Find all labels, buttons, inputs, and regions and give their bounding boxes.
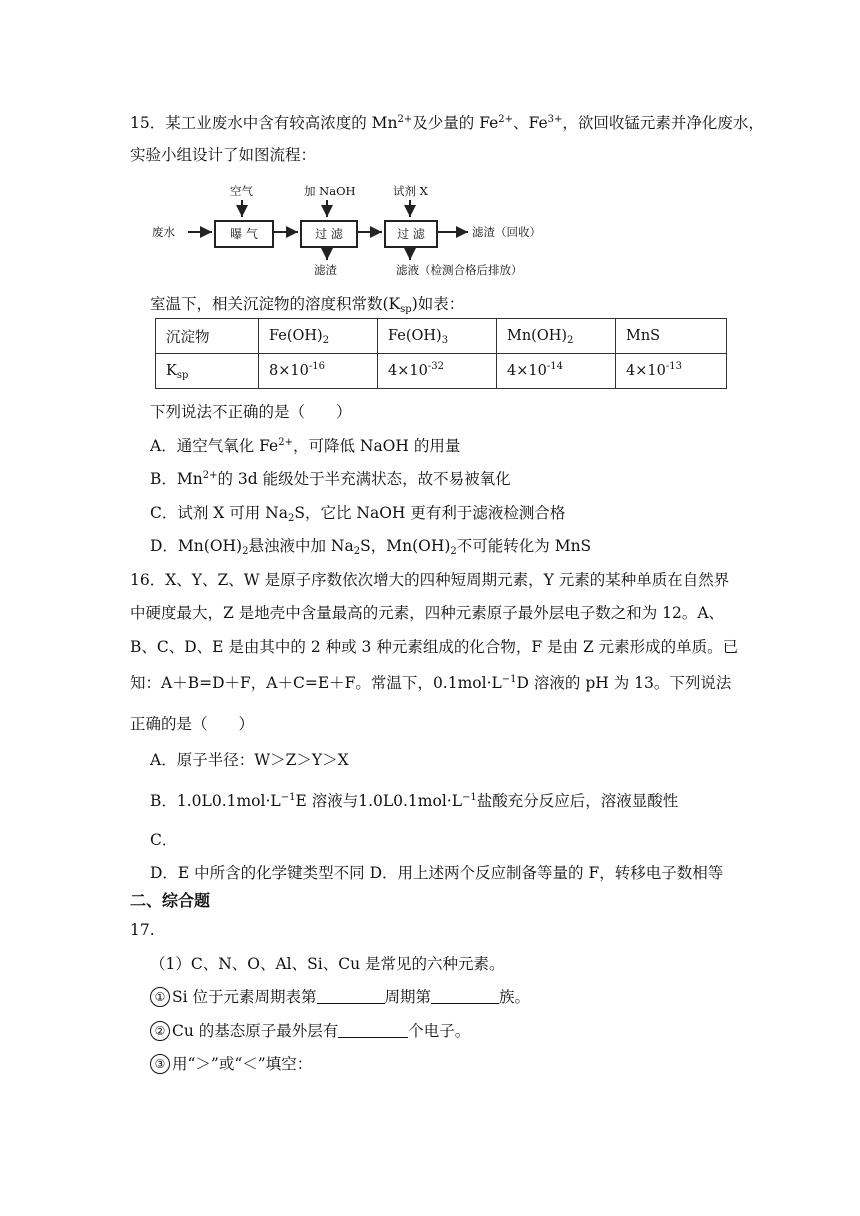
table-cell: $4\times 10^{-14}$ xyxy=(497,354,616,389)
answer-blank[interactable] xyxy=(338,1022,408,1038)
table-cell: $Fe(OH)_3$ xyxy=(378,319,497,354)
table-cell: $4\times 10^{-13}$ xyxy=(616,354,727,389)
q15-flow-diagram xyxy=(150,180,550,280)
flow-box-aeration: 曝 气 xyxy=(214,220,274,248)
ksp-table xyxy=(155,318,727,389)
q15-number: 15． xyxy=(130,114,166,132)
q15-option-c[interactable]: C．试剂 X 可用 $Na_2S$，它比 NaOH 更有利于滤液检测合格 xyxy=(150,504,566,524)
flow-naoh-label: 加 NaOH xyxy=(304,184,356,198)
q16-option-a[interactable]: A．原子半径：W＞Z＞Y＞X xyxy=(150,751,349,769)
q15-table-intro: 室温下，相关沉淀物的溶度积常数$(K_{sp})$如表： xyxy=(150,295,465,315)
table-cell: 沉淀物 xyxy=(156,319,259,354)
q17-sub3: ③ 用“＞”或“＜”填空： xyxy=(150,1054,312,1074)
q15-question: 下列说法不正确的是（ ） xyxy=(150,403,352,421)
circled-number: ② xyxy=(150,1021,170,1041)
table-row xyxy=(156,354,727,389)
flow-out-filtrate-label: 滤液（检测合格后排放） xyxy=(396,263,523,277)
q15-option-d[interactable]: D．$Mn(OH)_2$悬浊液中加 $Na_2S$，$Mn(OH)_2$不可能转化为 MnS xyxy=(150,537,592,557)
q17-part1: （1）C、N、O、Al、Si、Cu 是常见的六种元素。 xyxy=(150,955,505,973)
table-cell: MnS xyxy=(616,319,727,354)
flow-reagent-label: 试剂 X xyxy=(393,184,428,198)
equation-2: A＋C=E＋F xyxy=(266,674,356,692)
flow-air-label: 空气 xyxy=(230,184,253,198)
table-row xyxy=(156,319,727,354)
q15-stem-line1: 15．某工业废水中含有较高浓度的 $Mn^{2+}$及少量的 $Fe^{2+}$、$Fe^{3+}$，欲回收锰元素并净化废水， xyxy=(130,114,764,132)
circled-number: ① xyxy=(150,987,170,1007)
table-cell: $4\times 10^{-32}$ xyxy=(378,354,497,389)
flow-input-label: 废水 xyxy=(152,225,175,239)
section-heading: 二、综合题 xyxy=(130,891,211,910)
q16-line3: B、C、D、E 是由其中的 2 种或 3 种元素组成的化合物，F 是由 Z 元素形成的单质。已 xyxy=(130,638,739,656)
table-cell: $Mn(OH)_2$ xyxy=(497,319,616,354)
table-cell: $K_{sp}$ xyxy=(156,354,259,389)
q16-line5: 正确的是（ ） xyxy=(130,715,255,733)
q17-sub2: ② Cu 的基态原子最外层有 个电子。 xyxy=(150,1021,470,1041)
q16-line1: 16．X、Y、Z、W 是原子序数依次增大的四种短周期元素，Y 元素的某种单质在自然界 xyxy=(130,571,730,589)
answer-blank[interactable] xyxy=(317,988,385,1004)
equation-1: A＋B=D＋F xyxy=(161,674,251,692)
q15-option-b[interactable]: B．$Mn^{2+}$的 3d 能级处于半充满状态，故不易被氧化 xyxy=(150,470,511,488)
q16-option-c[interactable]: C． xyxy=(150,831,178,849)
flow-box-filter2: 过 滤 xyxy=(384,220,438,248)
q16-option-b[interactable]: B．$1.0L0.1mol\cdot L^{-1}E$ 溶液与$1.0L0.1mol\cdot L^{-1}$盐酸充分反应后，溶液显酸性 xyxy=(150,792,679,810)
q16-option-d[interactable]: D．E 中所含的化学键类型不同 D．用上述两个反应制备等量的 F，转移电子数相等 xyxy=(150,864,724,882)
q15-option-a[interactable]: A．通空气氧化 $Fe^{2+}$，可降低 NaOH 的用量 xyxy=(150,437,461,455)
flow-out-residue-label: 滤渣（回收） xyxy=(472,225,541,239)
answer-blank[interactable] xyxy=(431,988,499,1004)
q17-number: 17. xyxy=(130,921,155,939)
table-cell: $Fe(OH)_2$ xyxy=(259,319,378,354)
concentration: 0.1mol·L xyxy=(432,674,502,692)
q16-line4: 知：A＋B=D＋F，A＋C=E＋F。常温下，$0.1mol\cdot L^{-1}D$ 溶液的 pH 为 13。下列说法 xyxy=(130,674,732,692)
q17-sub1: ① Si 位于元素周期表第 周期第 族。 xyxy=(150,987,530,1007)
flow-residue1-label: 滤渣 xyxy=(314,263,337,277)
q16-line2: 中硬度最大，Z 是地壳中含量最高的元素，四种元素原子最外层电子数之和为 12。A、 xyxy=(130,604,725,622)
table-cell: $8\times 10^{-16}$ xyxy=(259,354,378,389)
flow-box-filter1: 过 滤 xyxy=(300,220,358,248)
circled-number: ③ xyxy=(150,1054,170,1074)
q15-stem-line2: 实验小组设计了如图流程： xyxy=(130,146,317,164)
